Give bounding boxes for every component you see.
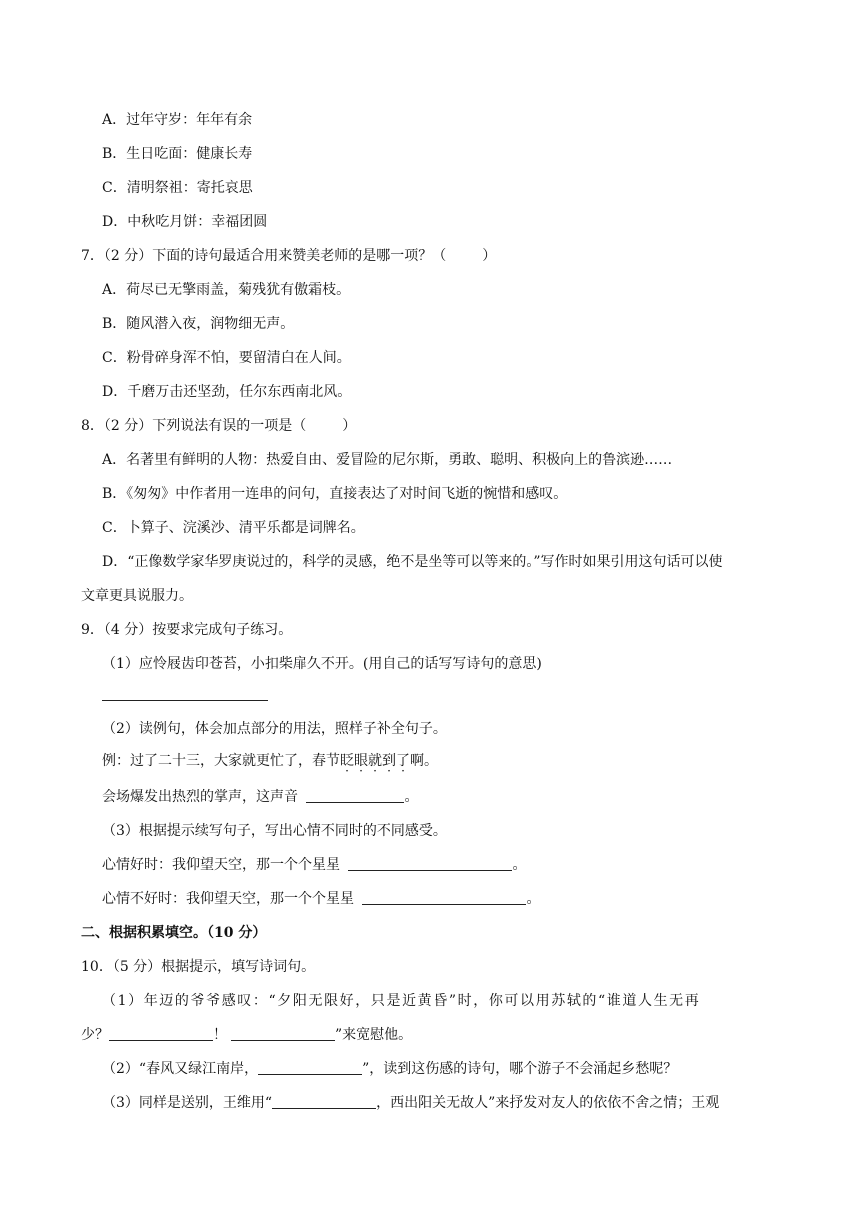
- q10-stem: 10．（5 分）根据提示，填写诗词句。: [81, 959, 316, 975]
- q7-stem: [81, 247, 496, 265]
- fill-blank[interactable]: [362, 890, 526, 905]
- q8-option-d-line1: D．“正像数学家华罗庚说过的，科学的灵感，绝不是坐等可以等来的。”写作时如果引用这句话可以使: [102, 554, 723, 570]
- q6-option-d: D．中秋吃月饼：幸福团圆: [102, 214, 268, 230]
- example-end: 啊。: [410, 753, 438, 769]
- q10-part1-line2: [81, 1026, 412, 1044]
- part3-start: （3）同样是送别，王维用“: [102, 1095, 273, 1111]
- line-start: 少？: [81, 1027, 109, 1043]
- q10-part3: [102, 1094, 719, 1112]
- fill-blank[interactable]: [109, 1026, 213, 1041]
- dotted-char: 就: [368, 753, 382, 769]
- part3-end: ，西出阳关无故人”来抒发对友人的依依不舍之情；王观: [376, 1095, 720, 1111]
- fill-blank[interactable]: [272, 1094, 376, 1109]
- q7-stem-close: ）: [482, 248, 497, 264]
- q8-option-d-line2: 文章更具说服力。: [81, 588, 193, 604]
- q9-part2: （2）读例句，体会加点部分的用法，照样子补全句子。: [102, 721, 447, 737]
- q10-part1-line1: （1）年迈的爷爷感叹：“夕阳无限好，只是近黄昏”时，你可以用苏轼的“谁道人生无再: [102, 993, 701, 1009]
- q8-option-c: C．卜算子、浣溪沙、清平乐都是词牌名。: [102, 520, 365, 536]
- section-heading: 二、根据积累填空。（10 分）: [81, 925, 267, 941]
- q9-part1-answer-line[interactable]: [102, 686, 268, 704]
- q8-stem: [81, 417, 356, 435]
- q8-option-b: B．《匆匆》中作者用一连串的问句，直接表达了对时间飞逝的惋惜和感叹。: [102, 486, 568, 502]
- q8-stem-text: 8．（2 分）下列说法有误的一项是（: [81, 418, 307, 434]
- q9-example: [102, 752, 438, 770]
- example-text: 例：过了二十三，大家就更忙了，春节: [102, 753, 340, 769]
- q8-stem-close: ）: [342, 418, 357, 434]
- q9-part2-sentence: [102, 788, 418, 806]
- line-mid: ！: [213, 1027, 227, 1043]
- q7-option-d: D．千磨万击还坚劲，任尔东西南北风。: [102, 384, 352, 400]
- q7-option-c: C．粉骨碎身浑不怕，要留清白在人间。: [102, 350, 351, 366]
- fill-blank[interactable]: [348, 856, 512, 871]
- q9-good-mood: [102, 856, 526, 874]
- part2-start: （2）“春风又绿江南岸，: [102, 1061, 259, 1077]
- q8-option-a: A．名著里有鲜明的人物：热爱自由、爱冒险的尼尔斯，勇敢、聪明、积极向上的鲁滨逊……: [102, 452, 673, 468]
- good-mood-text: 心情好时：我仰望天空，那一个个星星: [102, 857, 340, 873]
- q9-bad-mood: [102, 890, 540, 908]
- q9-part1: （1）应怜屐齿印苍苔，小扣柴扉久不开。(用自己的话写写诗句的意思): [102, 656, 542, 672]
- sentence-end: 。: [404, 789, 419, 805]
- good-mood-end: 。: [512, 857, 527, 873]
- q6-option-b: B．生日吃面：健康长寿: [102, 146, 253, 162]
- part2-end: ”，读到这伤感的诗句，哪个游子不会涌起乡愁呢？: [362, 1061, 678, 1077]
- q7-option-a: A．荷尽已无擎雨盖，菊残犹有傲霜枝。: [102, 282, 351, 298]
- q6-option-c: C．清明祭祖：寄托哀思: [102, 180, 253, 196]
- fill-blank[interactable]: [231, 1026, 335, 1041]
- sentence-start: 会场爆发出热烈的掌声，这声音: [102, 789, 298, 805]
- q10-part2: [102, 1060, 677, 1078]
- q7-stem-text: 7．（2 分）下面的诗句最适合用来赞美老师的是哪一项？（: [81, 248, 447, 264]
- dotted-char: 眨: [340, 753, 354, 769]
- dotted-char: 眼: [354, 753, 368, 769]
- q7-option-b: B．随风潜入夜，润物细无声。: [102, 316, 295, 332]
- bad-mood-end: 。: [526, 891, 541, 907]
- dotted-char: 到: [382, 753, 396, 769]
- q6-option-a: A．过年守岁：年年有余: [102, 112, 253, 128]
- line-end: ”来宽慰他。: [335, 1027, 413, 1043]
- dotted-char: 了: [396, 753, 410, 769]
- fill-blank[interactable]: [258, 1060, 362, 1075]
- dotted-words: [340, 753, 410, 769]
- bad-mood-text: 心情不好时：我仰望天空，那一个个星星: [102, 891, 354, 907]
- q9-stem: 9．（4 分）按要求完成句子练习。: [81, 622, 293, 638]
- q9-part3: （3）根据提示续写句子，写出心情不同时的不同感受。: [102, 823, 447, 839]
- fill-blank[interactable]: [306, 788, 404, 803]
